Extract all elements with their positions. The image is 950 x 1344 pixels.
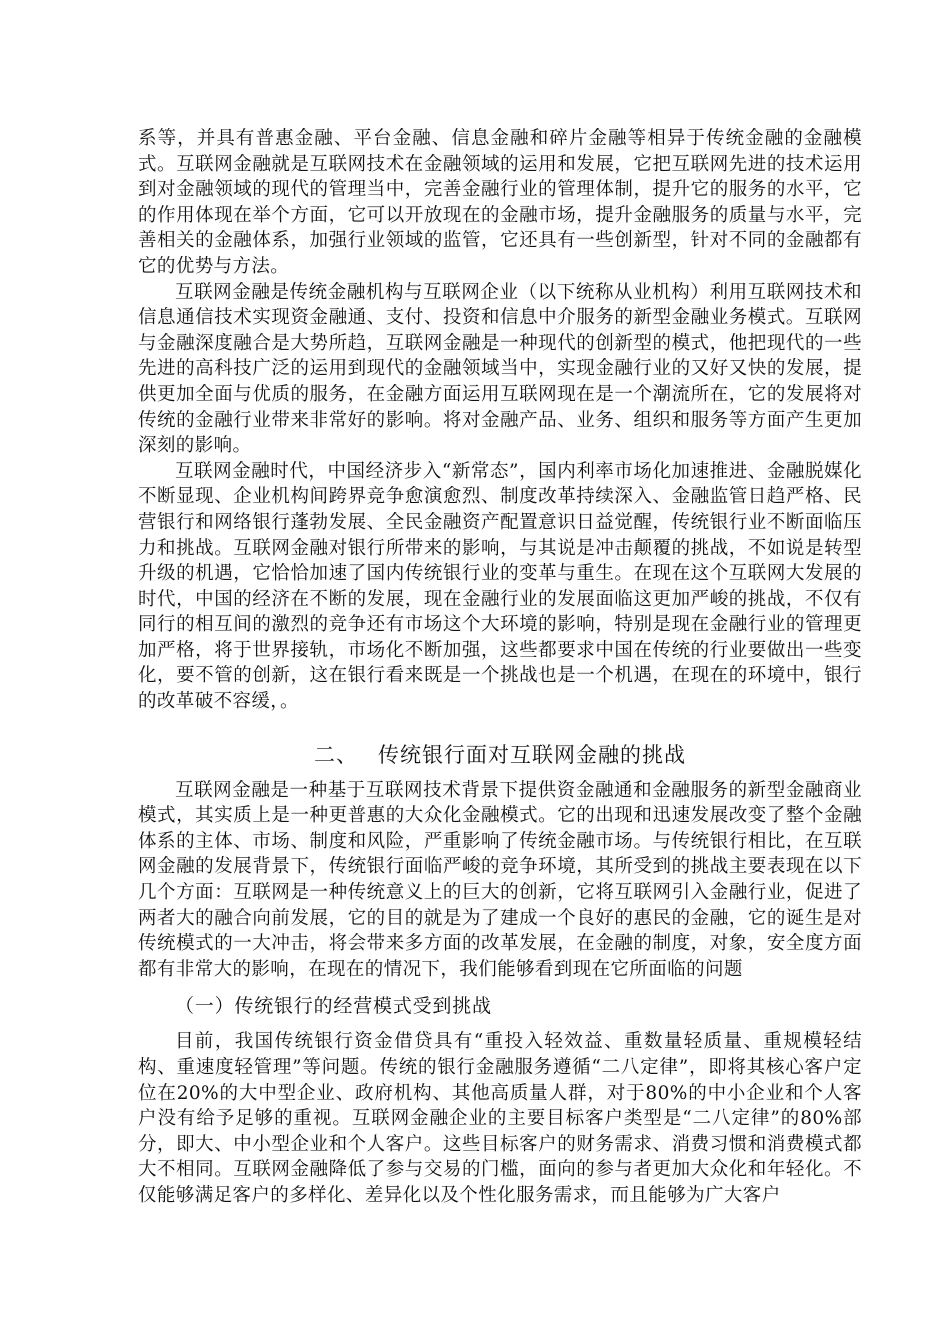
body-paragraph: 互联网金融时代，中国经济步入“新常态”，国内利率市场化加速推进、金融脱媒化不断显现、企业机构间跨界竞争愈演愈烈、制度改革持续深入、金融监管日趋严格、民营银行和网络银行蓬勃发展、全民金融资产配置意识日益觉醒，传统银行业不断面临压力和挑战。互联网金融对银行所带来的影响，与其说是冲击颠覆的挑战，不如说是转型升级的机遇，它恰恰加速了国内传统银行业的变革与重生。在现在这个互联网大发展的时代，中国的经济在不断的发展，现在金融行业的发展面临这更加严峻的挑战，不仅有同行的相互间的激烈的竞争还有市场这个大环境的影响，特别是现在金融行业的管理更加严格，将于世界接轨，市场化不断加强，这些都要求中国在传统的行业要做出一些变化，要不管的创新，这在银行看来既是一个挑战也是一个机遇，在现在的环境中，银行的改革破不容缓，。 [138,460,862,713]
subsection-paragraph: 目前，我国传统银行资金借贷具有“重投入轻效益、重数量轻质量、重规模轻结构、重速度轻管理”等问题。传统的银行金融服务遵循“二八定律”，即将其核心客户定位在20%的大中型企业、政府机构、其他高质量人群，对于80%的中小企业和个人客户没有给予足够的重视。互联网金融企业的主要目标客户类型是“二八定律”的80%部分，即大、中小型企业和个人客户。这些目标客户的财务需求、消费习惯和消费模式都大不相同。互联网金融降低了参与交易的门槛，面向的参与者更加大众化和年轻化。不仅能够满足客户的多样化、差异化以及个性化服务需求，而且能够为广大客户 [138,1031,862,1206]
section-title: 传统银行面对互联网金融的挑战 [378,742,686,767]
document-page [138,126,862,1209]
section-paragraph: 互联网金融是一种基于互联网技术背景下提供资金融通和金融服务的新型金融商业模式，其实质上是一种更普惠的大众化金融模式。它的出现和迅速发展改变了整个金融体系的主体、市场、制度和风险，严重影响了传统金融市场。与传统银行相比，在互联网金融的发展背景下，传统银行面临严峻的竞争环境，其所受到的挑战主要表现在以下几个方面：互联网是一种传统意义上的巨大的创新，它将互联网引入金融行业，促进了两者大的融合向前发展，它的目的就是为了建成一个良好的惠民的金融，它的诞生是对传统模式的一大冲击，将会带来多方面的改革发展，在金融的制度，对象，安全度方面都有非常大的影响，在现在的情况下，我们能够看到现在它所面临的问题 [138,779,862,980]
body-paragraph: 互联网金融是传统金融机构与互联网企业（以下统称从业机构）利用互联网技术和信息通信技术实现资金融通、支付、投资和信息中介服务的新型金融业务模式。互联网与金融深度融合是大势所趋，互联网金融是一种现代的创新型的模式，他把现代的一些先进的高科技广泛的运用到现代的金融领域当中，实现金融行业的又好又快的发展，提供更加全面与优质的服务，在金融方面运用互联网现在是一个潮流所在，它的发展将对传统的金融行业带来非常好的影响。将对金融产品、业务、组织和服务等方面产生更加深刻的影响。 [138,281,862,457]
subsection-heading: （一）传统银行的经营模式受到挑战 [175,995,492,1018]
body-paragraph: 系等，并具有普惠金融、平台金融、信息金融和碎片金融等相异于传统金融的金融模式。互联网金融就是互联网技术在金融领域的运用和发展，它把互联网先进的技术运用到对金融领域的现代的管理当中，完善金融行业的管理体制，提升它的服务的水平，它的作用体现在举个方面，它可以开放现在的金融市场，提升金融服务的质量与水平，完善相关的金融体系，加强行业领域的监管，它还具有一些创新型，针对不同的金融都有它的优势与方法。 [138,128,862,277]
section-number: 二、 [314,742,358,767]
section-heading [138,740,862,770]
